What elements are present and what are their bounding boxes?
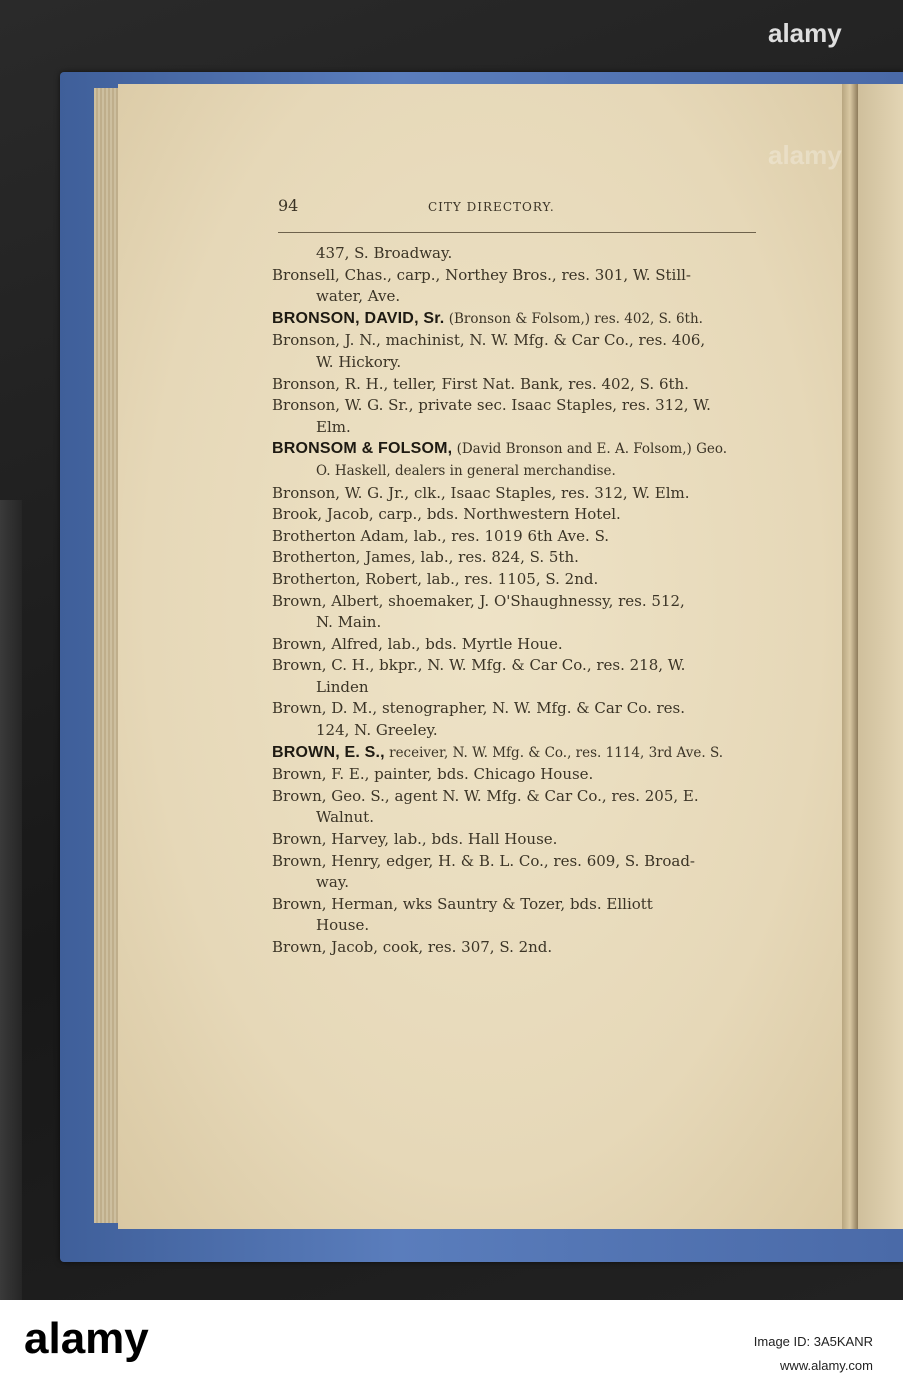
stock-footer (0, 1300, 903, 1390)
directory-entry (272, 504, 764, 526)
directory-entry (272, 483, 764, 505)
directory-entry (272, 352, 764, 374)
entry-text: Linden (316, 677, 369, 696)
entry-text: Bronsell, Chas., carp., Northey Bros., res. 301, W. Still- (272, 265, 691, 284)
directory-entry (272, 417, 764, 439)
directory-entry (272, 698, 764, 720)
directory-entry (272, 720, 764, 742)
watermark-logo-faint: alamy (768, 140, 842, 170)
entry-name-bold: BROWN, E. S., (272, 743, 385, 761)
directory-entry (272, 872, 764, 894)
directory-entry (272, 612, 764, 634)
entry-text: Bronson, W. G. Jr., clk., Isaac Staples, res. 312, W. Elm. (272, 483, 690, 502)
directory-entry (272, 243, 764, 265)
entry-text: Brown, C. H., bkpr., N. W. Mfg. & Car Co., res. 218, W. (272, 656, 686, 675)
directory-entry (272, 786, 764, 808)
left-strip (0, 500, 22, 1300)
running-head: CITY DIRECTORY. (428, 200, 555, 214)
directory-entry (272, 286, 764, 308)
entry-text: House. (316, 916, 370, 935)
page-number: 94 (278, 196, 299, 215)
entry-text: Brown, Harvey, lab., bds. Hall House. (272, 830, 558, 849)
directory-entries (272, 243, 764, 959)
footer-url[interactable]: www.alamy.com (780, 1358, 873, 1373)
directory-entry (272, 330, 764, 352)
directory-entry (272, 807, 764, 829)
directory-entry (272, 461, 764, 483)
directory-entry (272, 851, 764, 873)
entry-name-bold: BRONSOM & FOLSOM, (272, 440, 453, 458)
directory-entry (272, 937, 764, 959)
directory-entry (272, 829, 764, 851)
entry-text: Bronson, J. N., machinist, N. W. Mfg. & Car Co., res. 406, (272, 331, 706, 350)
entry-text: (Bronson & Folsom,) res. 402, S. 6th. (444, 310, 703, 327)
entry-text: Brown, Albert, shoemaker, J. O'Shaughnessy, res. 512, (272, 591, 685, 610)
entry-text: 437, S. Broadway. (316, 244, 453, 262)
entry-text: O. Haskell, dealers in general merchandise. (316, 462, 616, 479)
entry-text: Brotherton, Robert, lab., res. 1105, S. 2nd. (272, 569, 599, 588)
entry-text: Brown, Herman, wks Sauntry & Tozer, bds. Elliott (272, 894, 653, 913)
entry-text: 124, N. Greeley. (316, 721, 438, 740)
directory-entry (272, 569, 764, 591)
directory-entry (272, 655, 764, 677)
entry-text: Brown, Henry, edger, H. & B. L. Co., res. 609, S. Broad- (272, 851, 695, 870)
directory-entry (272, 894, 764, 916)
footer-image-id: Image ID: 3A5KANR (753, 1334, 873, 1349)
directory-entry (272, 395, 764, 417)
entry-text: N. Main. (316, 613, 382, 632)
entry-text: Brotherton Adam, lab., res. 1019 6th Ave. S. (272, 526, 610, 545)
entry-text: Brown, Geo. S., agent N. W. Mfg. & Car Co., res. 205, E. (272, 786, 699, 805)
right-page-edge (858, 84, 903, 1229)
entry-text: Brown, Alfred, lab., bds. Myrtle Houe. (272, 634, 563, 653)
entry-text: (David Bronson and E. A. Folsom,) Geo. (452, 441, 728, 458)
directory-entry (272, 677, 764, 699)
header-rule (278, 232, 756, 233)
entry-text: Brook, Jacob, carp., bds. Northwestern Hotel. (272, 505, 621, 524)
directory-entry (272, 764, 764, 786)
directory-entry (272, 591, 764, 613)
book-gutter (842, 84, 858, 1229)
entry-text: W. Hickory. (316, 352, 402, 371)
watermark-logo: alamy (768, 18, 842, 48)
entry-text: water, Ave. (316, 287, 401, 306)
directory-entry (272, 438, 764, 461)
directory-entry (272, 526, 764, 548)
entry-text: Brotherton, James, lab., res. 824, S. 5th. (272, 548, 579, 567)
entry-text: Elm. (316, 417, 351, 436)
entry-text: Bronson, W. G. Sr., private sec. Isaac Staples, res. 312, W. (272, 396, 711, 415)
directory-entry (272, 915, 764, 937)
entry-text: Walnut. (316, 808, 374, 827)
directory-entry (272, 634, 764, 656)
directory-entry (272, 374, 764, 396)
entry-text: Bronson, R. H., teller, First Nat. Bank, res. 402, S. 6th. (272, 374, 689, 393)
directory-entry (272, 547, 764, 569)
directory-entry (272, 742, 764, 765)
entry-text: receiver, N. W. Mfg. & Co., res. 1114, 3rd Ave. S. (384, 744, 724, 761)
footer-logo: alamy (24, 1314, 149, 1363)
entry-text: Brown, Jacob, cook, res. 307, S. 2nd. (272, 938, 553, 956)
directory-entry (272, 308, 764, 331)
entry-name-bold: BRONSON, DAVID, Sr. (272, 309, 445, 327)
directory-entry (272, 265, 764, 287)
entry-text: Brown, F. E., painter, bds. Chicago House. (272, 765, 594, 784)
entry-text: Brown, D. M., stenographer, N. W. Mfg. & Car Co. res. (272, 699, 686, 718)
entry-text: way. (316, 873, 350, 892)
